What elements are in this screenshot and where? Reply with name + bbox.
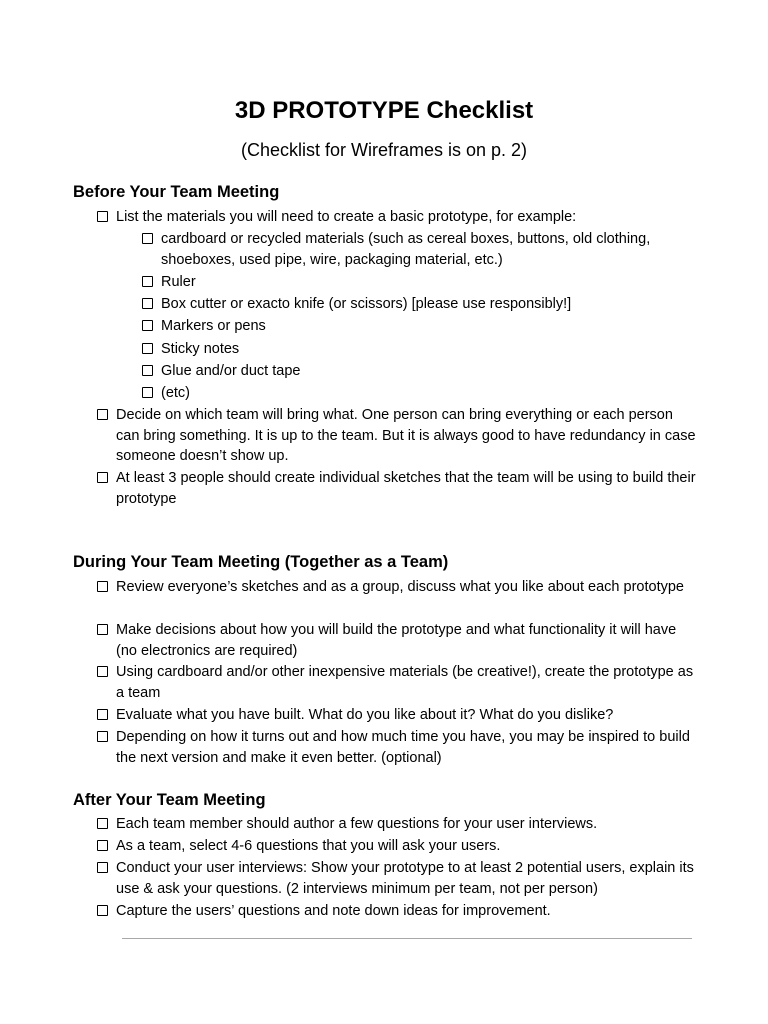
page-title: 3D PROTOTYPE Checklist bbox=[234, 97, 534, 124]
checklist-item-text: Each team member should author a few questions for your user interviews. bbox=[116, 816, 598, 832]
checklist-item-text: Capture the users’ questions and note down ideas for improvement. bbox=[116, 903, 551, 919]
checkbox[interactable] bbox=[97, 905, 108, 916]
checklist-subitem bbox=[142, 316, 682, 337]
checkbox[interactable] bbox=[142, 343, 153, 354]
checklist-subitem-text: cardboard or recycled materials (such as cereal boxes, buttons, old clothing, shoeboxes, used pipe, wire, packaging material, etc.) bbox=[161, 231, 651, 268]
checklist-item-text: Make decisions about how you will build the prototype and what functionality it will have (no electronics are required) bbox=[116, 622, 677, 659]
checkbox[interactable] bbox=[97, 581, 108, 592]
checklist-subitem bbox=[142, 383, 682, 404]
checklist-subitem-text: Ruler bbox=[161, 274, 196, 290]
checkbox[interactable] bbox=[97, 409, 108, 420]
checklist-item-text: As a team, select 4-6 questions that you will ask your users. bbox=[116, 838, 501, 854]
section-heading-during: During Your Team Meeting (Together as a Team) bbox=[73, 553, 449, 571]
checklist-subitem bbox=[142, 272, 682, 293]
checklist-item-text: Depending on how it turns out and how much time you have, you may be inspired to build the next version and make it even better. (optional) bbox=[116, 729, 690, 766]
checklist-item bbox=[97, 577, 697, 598]
checkbox[interactable] bbox=[97, 709, 108, 720]
checklist-subitem-text: (etc) bbox=[161, 385, 190, 401]
checklist-subitem bbox=[142, 361, 682, 382]
checklist-item bbox=[97, 662, 697, 703]
checklist-item bbox=[97, 836, 697, 857]
checkbox[interactable] bbox=[97, 862, 108, 873]
checklist-subitem-text: Sticky notes bbox=[161, 341, 240, 357]
horizontal-divider bbox=[122, 938, 692, 939]
checklist-subitem-text: Glue and/or duct tape bbox=[161, 363, 301, 379]
checkbox[interactable] bbox=[142, 320, 153, 331]
checklist-item-text: List the materials you will need to create a basic prototype, for example: bbox=[116, 209, 577, 225]
checkbox[interactable] bbox=[142, 298, 153, 309]
checklist-subitem bbox=[142, 229, 682, 270]
checklist-item bbox=[97, 901, 697, 922]
checkbox[interactable] bbox=[97, 840, 108, 851]
checklist-subitem bbox=[142, 339, 682, 360]
checkbox[interactable] bbox=[142, 387, 153, 398]
checklist-item bbox=[97, 858, 697, 899]
checklist-item bbox=[97, 814, 697, 835]
checklist-item-text: At least 3 people should create individual sketches that the team will be using to build their prototype bbox=[116, 470, 696, 507]
checklist-item-text: Conduct your user interviews: Show your prototype to at least 2 potential users, explain its use & ask your questions. (2 interviews minimum per team, not per person) bbox=[116, 860, 694, 897]
checkbox[interactable] bbox=[97, 731, 108, 742]
section-heading-after: After Your Team Meeting bbox=[73, 791, 266, 809]
checklist-item bbox=[97, 705, 697, 726]
checkbox[interactable] bbox=[97, 472, 108, 483]
checkbox[interactable] bbox=[142, 276, 153, 287]
checklist-item-text: Decide on which team will bring what. One person can bring everything or each person can bring something. It is up to the team. But it is always good to have redundancy in case someone doesn’t show up. bbox=[116, 407, 696, 464]
checklist-item-text: Evaluate what you have built. What do you like about it? What do you dislike? bbox=[116, 707, 614, 723]
checklist-item bbox=[97, 405, 697, 467]
checkbox[interactable] bbox=[97, 211, 108, 222]
checklist-subitem-text: Markers or pens bbox=[161, 318, 266, 334]
section-heading-before: Before Your Team Meeting bbox=[73, 183, 280, 201]
checklist-subitem bbox=[142, 294, 682, 315]
checkbox[interactable] bbox=[142, 365, 153, 376]
checklist-item-text: Using cardboard and/or other inexpensive materials (be creative!), create the prototype as a team bbox=[116, 664, 694, 701]
checklist-item-text: Review everyone’s sketches and as a group, discuss what you like about each prototype bbox=[116, 579, 684, 595]
checklist-item bbox=[97, 620, 697, 661]
checklist-item bbox=[97, 727, 697, 768]
checkbox[interactable] bbox=[142, 233, 153, 244]
checkbox[interactable] bbox=[97, 818, 108, 829]
checkbox[interactable] bbox=[97, 666, 108, 677]
checklist-item bbox=[97, 468, 697, 509]
checklist-item bbox=[97, 207, 697, 228]
page-subtitle: (Checklist for Wireframes is on p. 2) bbox=[240, 140, 528, 160]
checkbox[interactable] bbox=[97, 624, 108, 635]
checklist-subitem-text: Box cutter or exacto knife (or scissors) [please use responsibly!] bbox=[161, 296, 572, 312]
